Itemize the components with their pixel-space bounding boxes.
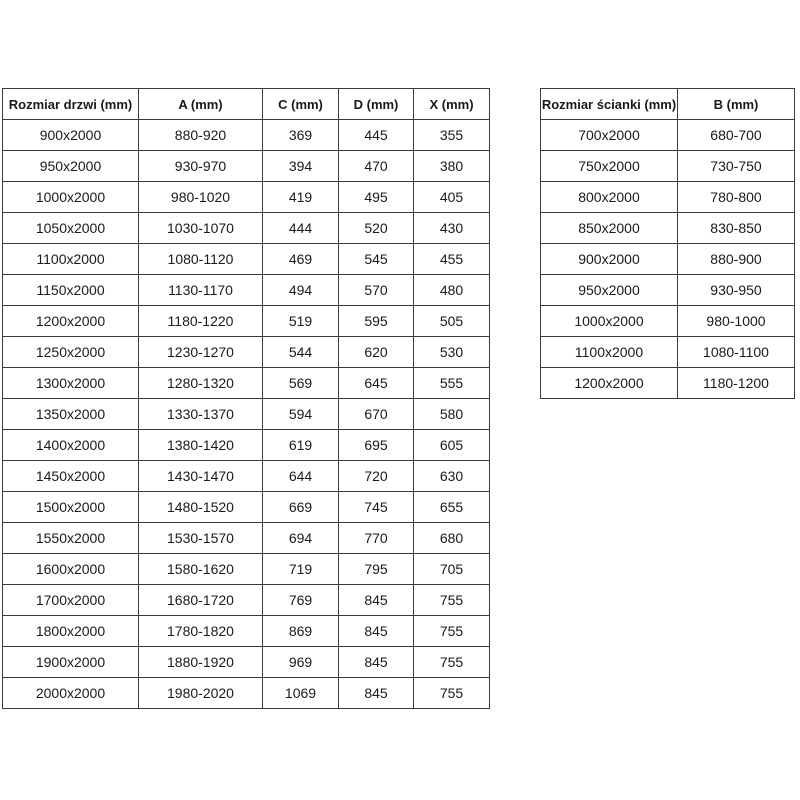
table-cell: 1180-1220: [139, 306, 263, 337]
table-row: [541, 244, 795, 275]
table-row: [3, 120, 490, 151]
table-cell: 845: [339, 678, 414, 709]
table-row: [3, 337, 490, 368]
table-row: [3, 461, 490, 492]
table-cell: 595: [339, 306, 414, 337]
table-cell: 544: [263, 337, 339, 368]
table-cell: 1480-1520: [139, 492, 263, 523]
table-cell: 380: [414, 151, 490, 182]
table-cell: 570: [339, 275, 414, 306]
table-cell: 1050x2000: [3, 213, 139, 244]
table-cell: 1780-1820: [139, 616, 263, 647]
table-cell: 1500x2000: [3, 492, 139, 523]
table-cell: 880-920: [139, 120, 263, 151]
table-cell: 670: [339, 399, 414, 430]
table-cell: 695: [339, 430, 414, 461]
table-row: [3, 151, 490, 182]
table-cell: 1280-1320: [139, 368, 263, 399]
table-row: [3, 616, 490, 647]
table-cell: 1180-1200: [678, 368, 795, 399]
table-cell: 1580-1620: [139, 554, 263, 585]
table-row: [3, 275, 490, 306]
table-cell: 930-950: [678, 275, 795, 306]
table-cell: 1000x2000: [3, 182, 139, 213]
column-header: C (mm): [263, 89, 339, 120]
table-row: [541, 306, 795, 337]
column-header: X (mm): [414, 89, 490, 120]
table-cell: 705: [414, 554, 490, 585]
table-row: [541, 182, 795, 213]
table-cell: 1600x2000: [3, 554, 139, 585]
table-row: [541, 337, 795, 368]
table-cell: 694: [263, 523, 339, 554]
table-cell: 850x2000: [541, 213, 678, 244]
table-cell: 569: [263, 368, 339, 399]
table-cell: 980-1000: [678, 306, 795, 337]
table-cell: 430: [414, 213, 490, 244]
table-cell: 1300x2000: [3, 368, 139, 399]
table-cell: 495: [339, 182, 414, 213]
table-cell: 594: [263, 399, 339, 430]
table-row: [541, 213, 795, 244]
table-cell: 755: [414, 647, 490, 678]
table-row: [3, 554, 490, 585]
table-cell: 900x2000: [541, 244, 678, 275]
wall-table-header-row: [541, 89, 795, 120]
table-cell: 950x2000: [541, 275, 678, 306]
column-header: D (mm): [339, 89, 414, 120]
table-cell: 580: [414, 399, 490, 430]
table-cell: 755: [414, 585, 490, 616]
table-cell: 469: [263, 244, 339, 275]
table-row: [3, 306, 490, 337]
table-row: [3, 492, 490, 523]
table-cell: 845: [339, 585, 414, 616]
table-cell: 1800x2000: [3, 616, 139, 647]
table-cell: 405: [414, 182, 490, 213]
table-cell: 930-970: [139, 151, 263, 182]
table-cell: 669: [263, 492, 339, 523]
table-cell: 494: [263, 275, 339, 306]
table-cell: 1900x2000: [3, 647, 139, 678]
table-cell: 455: [414, 244, 490, 275]
table-cell: 1130-1170: [139, 275, 263, 306]
table-cell: 750x2000: [541, 151, 678, 182]
door-sizes-table: [2, 88, 490, 709]
table-cell: 1200x2000: [3, 306, 139, 337]
column-header: B (mm): [678, 89, 795, 120]
table-cell: 530: [414, 337, 490, 368]
table-cell: 355: [414, 120, 490, 151]
table-cell: 2000x2000: [3, 678, 139, 709]
table-cell: 1550x2000: [3, 523, 139, 554]
table-cell: 700x2000: [541, 120, 678, 151]
table-cell: 950x2000: [3, 151, 139, 182]
table-cell: 755: [414, 678, 490, 709]
door-table-header-row: [3, 89, 490, 120]
table-cell: 1200x2000: [541, 368, 678, 399]
table-cell: 880-900: [678, 244, 795, 275]
table-cell: 680: [414, 523, 490, 554]
table-row: [3, 213, 490, 244]
table-cell: 1150x2000: [3, 275, 139, 306]
table-cell: 1030-1070: [139, 213, 263, 244]
table-row: [3, 430, 490, 461]
table-cell: 394: [263, 151, 339, 182]
table-cell: 719: [263, 554, 339, 585]
column-header: A (mm): [139, 89, 263, 120]
table-cell: 1380-1420: [139, 430, 263, 461]
table-cell: 445: [339, 120, 414, 151]
table-cell: 1250x2000: [3, 337, 139, 368]
table-cell: 369: [263, 120, 339, 151]
table-cell: 1080-1100: [678, 337, 795, 368]
table-cell: 1100x2000: [3, 244, 139, 275]
table-cell: 555: [414, 368, 490, 399]
table-cell: 1680-1720: [139, 585, 263, 616]
table-cell: 619: [263, 430, 339, 461]
table-cell: 730-750: [678, 151, 795, 182]
wall-sizes-table: [540, 88, 795, 399]
table-row: [3, 244, 490, 275]
table-cell: 1880-1920: [139, 647, 263, 678]
table-cell: 755: [414, 616, 490, 647]
table-cell: 470: [339, 151, 414, 182]
table-cell: 1330-1370: [139, 399, 263, 430]
table-cell: 444: [263, 213, 339, 244]
table-cell: 520: [339, 213, 414, 244]
table-cell: 1080-1120: [139, 244, 263, 275]
table-cell: 505: [414, 306, 490, 337]
table-row: [3, 647, 490, 678]
table-cell: 769: [263, 585, 339, 616]
table-cell: 1980-2020: [139, 678, 263, 709]
table-cell: 795: [339, 554, 414, 585]
table-row: [541, 151, 795, 182]
table-cell: 1700x2000: [3, 585, 139, 616]
table-cell: 780-800: [678, 182, 795, 213]
table-cell: 644: [263, 461, 339, 492]
column-header: Rozmiar drzwi (mm): [3, 89, 139, 120]
table-cell: 845: [339, 647, 414, 678]
table-cell: 1530-1570: [139, 523, 263, 554]
table-row: [3, 368, 490, 399]
table-cell: 480: [414, 275, 490, 306]
table-row: [3, 585, 490, 616]
table-row: [541, 368, 795, 399]
table-cell: 770: [339, 523, 414, 554]
table-row: [3, 182, 490, 213]
table-cell: 645: [339, 368, 414, 399]
table-cell: 519: [263, 306, 339, 337]
table-cell: 1430-1470: [139, 461, 263, 492]
table-cell: 620: [339, 337, 414, 368]
table-cell: 655: [414, 492, 490, 523]
table-cell: 545: [339, 244, 414, 275]
table-cell: 800x2000: [541, 182, 678, 213]
table-cell: 630: [414, 461, 490, 492]
table-cell: 900x2000: [3, 120, 139, 151]
column-header: Rozmiar ścianki (mm): [541, 89, 678, 120]
table-cell: 845: [339, 616, 414, 647]
table-cell: 745: [339, 492, 414, 523]
table-row: [541, 275, 795, 306]
table-cell: 680-700: [678, 120, 795, 151]
table-cell: 419: [263, 182, 339, 213]
table-cell: 969: [263, 647, 339, 678]
table-row: [541, 120, 795, 151]
table-cell: 1100x2000: [541, 337, 678, 368]
table-cell: 1000x2000: [541, 306, 678, 337]
table-cell: 1230-1270: [139, 337, 263, 368]
table-row: [3, 678, 490, 709]
table-cell: 1069: [263, 678, 339, 709]
table-cell: 869: [263, 616, 339, 647]
table-row: [3, 399, 490, 430]
table-cell: 980-1020: [139, 182, 263, 213]
table-row: [3, 523, 490, 554]
table-cell: 720: [339, 461, 414, 492]
table-cell: 605: [414, 430, 490, 461]
table-cell: 1450x2000: [3, 461, 139, 492]
table-cell: 1350x2000: [3, 399, 139, 430]
table-cell: 1400x2000: [3, 430, 139, 461]
table-cell: 830-850: [678, 213, 795, 244]
